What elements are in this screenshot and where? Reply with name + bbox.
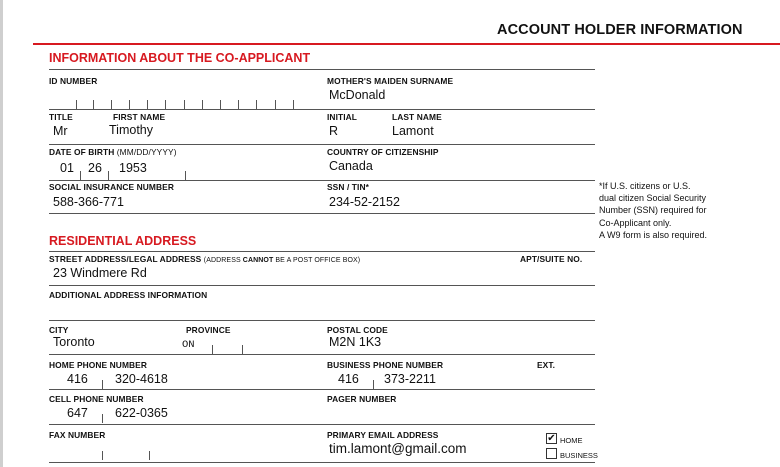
last-name-field[interactable]: Lamont: [392, 124, 434, 138]
dob-year-field[interactable]: 1953: [119, 161, 147, 175]
field-tick: [212, 345, 213, 354]
row-rule: [49, 180, 595, 181]
note-line: dual citizen Social Security: [599, 193, 707, 204]
home-email-label: HOME: [560, 436, 583, 445]
initial-field[interactable]: R: [329, 124, 339, 138]
field-tick: [293, 100, 294, 109]
additional-address-label: ADDITIONAL ADDRESS INFORMATION: [49, 290, 208, 300]
citizenship-field[interactable]: Canada: [329, 159, 373, 173]
maiden-name-label: MOTHER'S MAIDEN SURNAME: [327, 76, 454, 86]
city-label: CITY: [49, 325, 69, 335]
section-title-residential: RESIDENTIAL ADDRESS: [49, 234, 197, 248]
dob-day-field[interactable]: 26: [88, 161, 102, 175]
business-email-checkbox[interactable]: [546, 448, 557, 459]
field-tick: [220, 100, 221, 109]
row-rule: [49, 109, 595, 110]
section-rule: [49, 69, 595, 70]
last-name-label: LAST NAME: [392, 112, 442, 122]
business-email-label: BUSINESS: [560, 451, 598, 460]
row-rule: [49, 354, 595, 355]
field-tick: [111, 100, 112, 109]
page-edge: [0, 0, 3, 467]
page-title: ACCOUNT HOLDER INFORMATION: [497, 22, 743, 38]
row-rule: [49, 144, 595, 145]
row-rule: [49, 389, 595, 390]
apt-suite-label: APT/SUITE NO.: [520, 254, 583, 264]
initial-label: INITIAL: [327, 112, 358, 122]
cell-phone-label: CELL PHONE NUMBER: [49, 394, 144, 404]
province-field[interactable]: ON: [182, 339, 195, 351]
checkmark-icon: ✔: [547, 433, 556, 444]
field-tick: [149, 451, 150, 460]
maiden-name-field[interactable]: McDonald: [329, 88, 386, 102]
field-tick: [108, 171, 109, 180]
row-rule: [49, 285, 595, 286]
field-tick: [275, 100, 276, 109]
cell-phone-area-field[interactable]: 647: [67, 406, 88, 420]
field-tick: [373, 380, 374, 389]
street-address-label: STREET ADDRESS/LEGAL ADDRESS (ADDRESS CANNOT BE A POST OFFICE BOX): [49, 254, 361, 264]
field-tick: [147, 100, 148, 109]
row-rule: [49, 320, 595, 321]
ssn-label: SSN / TIN*: [327, 182, 369, 192]
home-phone-label: HOME PHONE NUMBER: [49, 360, 148, 370]
sin-label: SOCIAL INSURANCE NUMBER: [49, 182, 174, 192]
field-tick: [238, 100, 239, 109]
field-tick: [242, 345, 243, 354]
title-label: TITLE: [49, 112, 73, 122]
field-tick: [102, 414, 103, 423]
email-field[interactable]: tim.lamont@gmail.com: [329, 441, 467, 456]
fax-label: FAX NUMBER: [49, 430, 106, 440]
section-title-coapplicant: INFORMATION ABOUT THE CO-APPLICANT: [49, 51, 311, 65]
field-tick: [80, 171, 81, 180]
dob-month-field[interactable]: 01: [60, 161, 74, 175]
ext-label: EXT.: [537, 360, 556, 370]
postal-code-field[interactable]: M2N 1K3: [329, 335, 382, 349]
citizenship-label: COUNTRY OF CITIZENSHIP: [327, 147, 439, 157]
business-phone-area-field[interactable]: 416: [338, 372, 359, 386]
field-tick: [165, 100, 166, 109]
field-tick: [185, 171, 186, 180]
dob-label: DATE OF BIRTH (MM/DD/YYYY): [49, 147, 177, 157]
field-tick: [256, 100, 257, 109]
first-name-field[interactable]: Timothy: [109, 123, 153, 137]
id-number-label: ID NUMBER: [49, 76, 98, 86]
first-name-label: FIRST NAME: [113, 112, 166, 122]
ssn-note: [599, 180, 769, 241]
header-rule: [33, 43, 780, 45]
pager-label: PAGER NUMBER: [327, 394, 397, 404]
row-rule: [49, 462, 595, 463]
field-tick: [202, 100, 203, 109]
field-tick: [93, 100, 94, 109]
field-tick: [184, 100, 185, 109]
ssn-field[interactable]: 234-52-2152: [329, 195, 400, 209]
note-line: *If U.S. citizens or U.S.: [599, 181, 691, 191]
title-field[interactable]: Mr: [53, 124, 68, 138]
home-phone-number-field[interactable]: 320-4618: [115, 372, 168, 386]
home-phone-area-field[interactable]: 416: [67, 372, 88, 386]
sin-field[interactable]: 588-366-771: [53, 195, 124, 209]
email-label: PRIMARY EMAIL ADDRESS: [327, 430, 439, 440]
field-tick: [129, 100, 130, 109]
note-line: Co-Applicant only.: [599, 217, 672, 228]
field-tick: [102, 380, 103, 389]
postal-code-label: POSTAL CODE: [327, 325, 388, 335]
province-label: PROVINCE: [186, 325, 231, 335]
section-rule: [49, 251, 595, 252]
field-tick: [102, 451, 103, 460]
note-line: A W9 form is also required.: [599, 229, 708, 240]
street-address-field[interactable]: 23 Windmere Rd: [53, 266, 147, 280]
field-tick: [76, 100, 77, 109]
row-rule: [49, 424, 595, 425]
cell-phone-number-field[interactable]: 622-0365: [115, 406, 168, 420]
business-phone-label: BUSINESS PHONE NUMBER: [327, 360, 444, 370]
home-email-checkbox[interactable]: [546, 433, 557, 444]
business-phone-number-field[interactable]: 373-2211: [384, 372, 436, 386]
note-line: Number (SSN) required for: [599, 205, 707, 216]
city-field[interactable]: Toronto: [53, 335, 95, 349]
row-rule: [49, 213, 595, 214]
